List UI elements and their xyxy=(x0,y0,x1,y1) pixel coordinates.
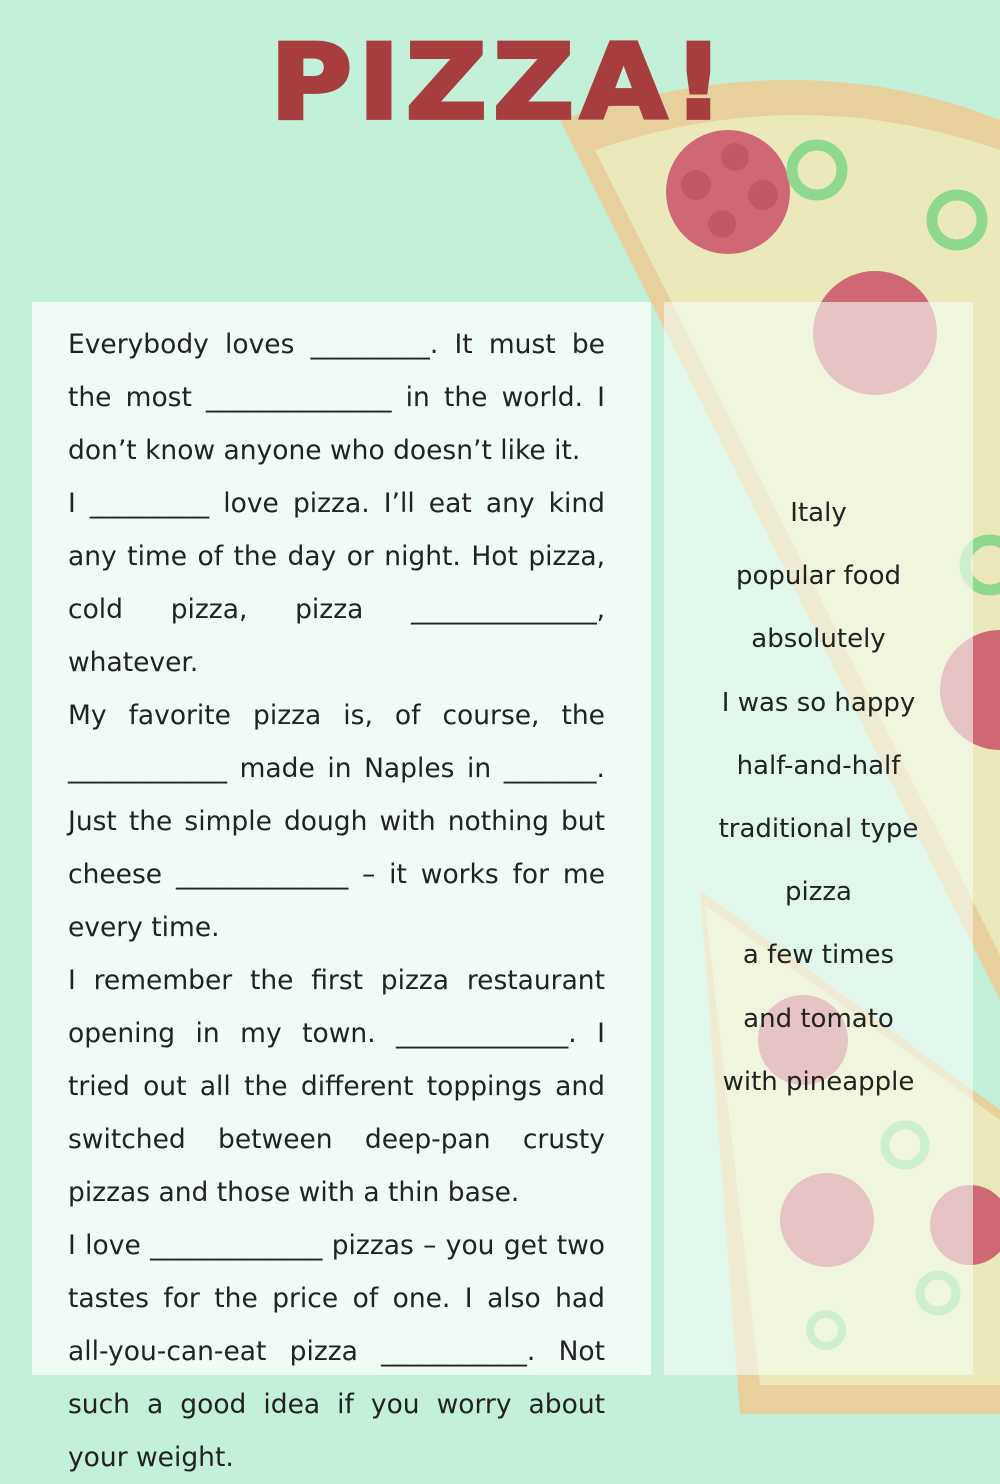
word-bank-item[interactable]: Italy xyxy=(790,498,847,528)
story-paragraph: I _________ love pizza. I’ll eat any kind any time of the day or night. Hot pizza, cold pizza, pizza ______________, whatever. xyxy=(68,488,605,678)
word-bank-item[interactable]: and tomato xyxy=(743,1003,894,1034)
word-bank-item[interactable]: half-and-half xyxy=(736,750,901,781)
word-bank-item[interactable]: with pineapple xyxy=(722,1066,915,1097)
word-bank-item[interactable]: pizza xyxy=(785,877,852,908)
word-bank-item[interactable]: I was so happy xyxy=(721,687,916,718)
page-title: PIZZA! xyxy=(270,23,730,143)
word-bank-item[interactable]: a few times xyxy=(742,940,895,971)
word-bank-item[interactable]: absolutely xyxy=(751,624,886,655)
story-paragraph: Everybody loves _________. It must be the most ______________ in the world. I don’t know anyone who doesn’t like it. xyxy=(68,329,605,466)
story-paragraph: I love _____________ pizzas – you get two tastes for the price of one. I also had all-you-can-eat pizza ___________. Not such a good idea if you worry about your weight. xyxy=(68,1230,605,1473)
story-paragraph: I remember the first pizza restaurant opening in my town. _____________. I tried out all the different toppings and switched between deep-pan crusty pizzas and those with a thin base. xyxy=(68,965,605,1208)
word-bank-item[interactable]: popular food xyxy=(736,561,901,592)
word-bank-panel xyxy=(664,302,973,1375)
word-bank-list xyxy=(664,493,973,1125)
story-text-panel xyxy=(32,302,651,1473)
story-paragraph: My favorite pizza is, of course, the ____________ made in Naples in _______. Just the simple dough with nothing but cheese _____________ – it works for me every time. xyxy=(68,700,605,943)
word-bank-item[interactable]: traditional type xyxy=(718,813,919,844)
